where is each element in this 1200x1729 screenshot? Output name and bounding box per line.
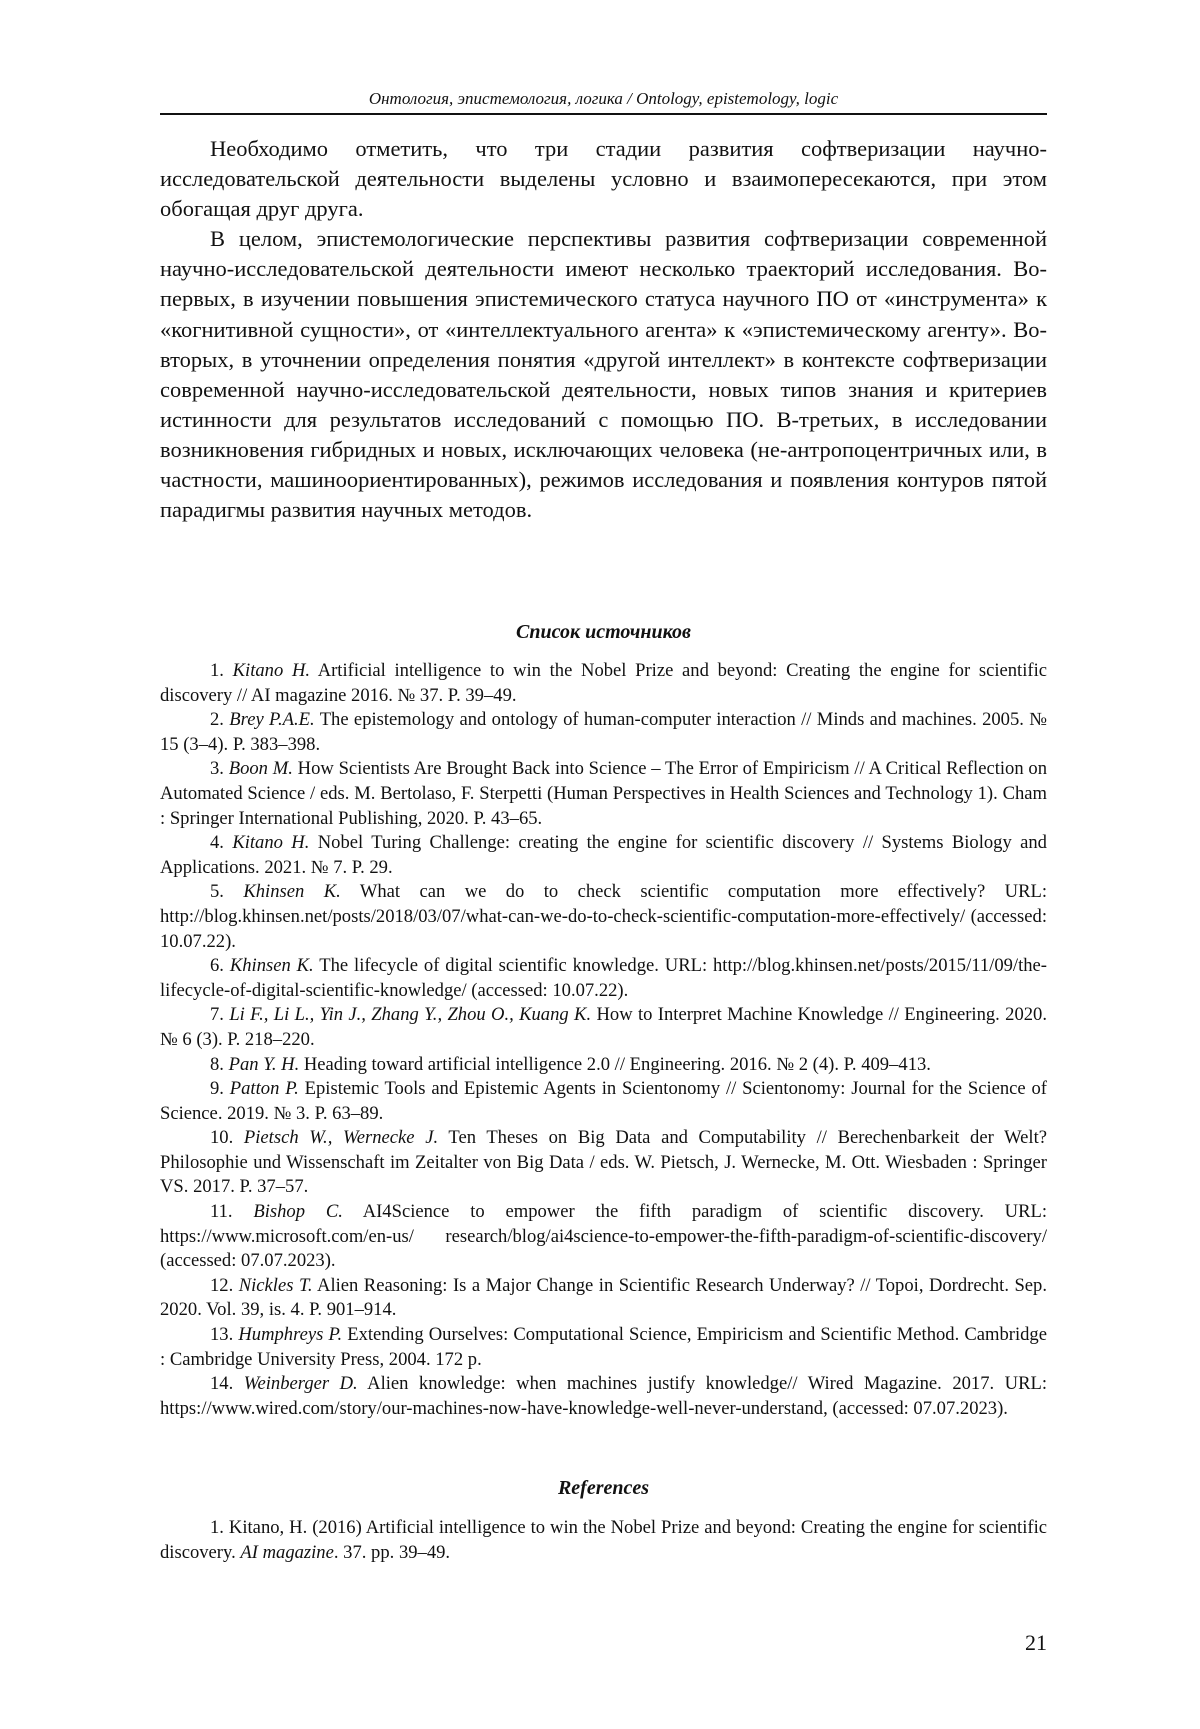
source-number: 3. — [210, 758, 224, 780]
source-number: 11. — [210, 1201, 233, 1223]
page-number: 21 — [1025, 1630, 1047, 1655]
source-item — [160, 1274, 1047, 1323]
source-author: Bishop C. — [253, 1201, 343, 1223]
source-text: How to Interpret Machine Knowledge // Engineering. 2020. № 6 (3). P. 218–220. — [160, 1004, 1047, 1050]
source-number: 12. — [210, 1274, 234, 1296]
source-author: Li F., Li L., Yin J., Zhang Y., Zhou O., Kuang K. — [229, 1004, 592, 1026]
source-item — [160, 954, 1047, 1003]
source-number: 7. — [210, 1004, 224, 1026]
source-number: 2. — [210, 709, 224, 731]
header-rule — [160, 113, 1047, 115]
reference-text: 1. Kitano, H. (2016) Artificial intelligence to win the Nobel Prize and beyond: Creating the engine for scientific discovery. — [160, 1517, 1047, 1563]
source-number: 13. — [210, 1324, 234, 1346]
source-author: Brey P.A.E. — [229, 709, 315, 731]
source-item — [160, 880, 1047, 954]
source-number: 1. — [210, 660, 224, 681]
source-text: The lifecycle of digital scientific knowledge. URL: http://blog.khinsen.net/posts/2015/11/09/the-lifecycle-of-digital-scientific-knowledge/ (accessed: 10.07.22). — [160, 955, 1047, 1001]
running-header: Онтология, эпистемология, логика / Ontology, epistemology, logic — [368, 89, 839, 108]
sources-heading: Список источников — [516, 621, 691, 643]
body-paragraph: Необходимо отметить, что три стадии развития софтверизации научно-исследовательской деятельности выделены условно и взаимопересекаются, при этом обогащая друг друга. — [160, 136, 1047, 222]
source-author: Boon M. — [228, 758, 293, 780]
references-list — [160, 1516, 1047, 1565]
source-author: Patton P. — [229, 1078, 299, 1100]
source-text: Alien Reasoning: Is a Major Change in Scientific Research Underway? // Topoi, Dordrecht. Sep. 2020. Vol. 39, is. 4. P. 901–914. — [160, 1274, 1047, 1321]
source-text: Nobel Turing Challenge: creating the engine for scientific discovery // Systems Biology and Applications. 2021. № 7. P. 29. — [160, 832, 1047, 878]
source-text: Ten Theses on Big Data and Computability // Berechenbarkeit der Welt? Philosophie und Wissenschaft im Zeitalter von Big Data / eds. W. Pietsch, J. Wernecke, M. Ott. Wiesbaden : Springer VS. 2017. P. 37–57. — [160, 1127, 1047, 1198]
reference-journal: AI magazine — [240, 1541, 334, 1563]
source-author: Weinberger D. — [243, 1373, 358, 1395]
source-item — [160, 1077, 1047, 1126]
source-number: 8. — [210, 1053, 224, 1075]
sources-list — [160, 659, 1047, 1421]
source-number: 14. — [210, 1373, 234, 1395]
source-author: Kitano H. — [232, 832, 310, 854]
source-text: Artificial intelligence to win the Nobel Prize and beyond: Creating the engine for scientific discovery // AI magazine 2016. № 37. P. 39–49. — [160, 660, 1047, 706]
references-heading: References — [557, 1477, 650, 1499]
source-text: Extending Ourselves: Computational Science, Empiricism and Scientific Method. Cambridge : Cambridge University Press, 2004. 172 p. — [160, 1324, 1047, 1370]
source-number: 4. — [210, 832, 224, 854]
source-number: 9. — [210, 1078, 224, 1100]
source-text: The epistemology and ontology of human-computer interaction // Minds and machines. 2005. № 15 (3–4). P. 383–398. — [160, 709, 1047, 755]
source-author: Pietsch W., Wernecke J. — [243, 1127, 439, 1149]
source-author: Kitano H. — [232, 660, 311, 681]
source-text: AI4Science to empower the fifth paradigm of scientific discovery. URL: https://www.microsoft.com/en-us/ research/blog/ai4science-to-empower-the-fifth-paradigm-of-scientific-discovery/ (accessed: 07.07.2023). — [160, 1201, 1048, 1272]
source-number: 6. — [210, 955, 224, 977]
source-item — [160, 1003, 1047, 1052]
source-item — [160, 1053, 1047, 1078]
source-text: What can we do to check scientific computation more effectively? URL: http://blog.khinsen.net/posts/2018/03/07/what-can-we-do-to-check-scientific-computation-more-effectively/ (accessed: 10.07.22). — [160, 881, 1048, 952]
source-number: 10. — [210, 1127, 234, 1149]
reference-item — [160, 1516, 1047, 1565]
source-author: Khinsen K. — [229, 955, 314, 977]
source-text: Epistemic Tools and Epistemic Agents in Scientonomy // Scientonomy: Journal for the Science of Science. 2019. № 3. P. 63–89. — [160, 1078, 1047, 1124]
source-author: Humphreys P. — [238, 1324, 343, 1346]
source-text: Heading toward artificial intelligence 2.0 // Engineering. 2016. № 2 (4). P. 409–413. — [303, 1053, 931, 1075]
source-text: How Scientists Are Brought Back into Science – The Error of Empiricism // A Critical Reflection on Automated Science / eds. M. Bertolaso, F. Sterpetti (Human Perspectives in Health Sciences and Technology 1). Cham : Springer International Publishing, 2020. P. 43–65. — [160, 758, 1047, 829]
source-item — [160, 757, 1047, 831]
source-number: 5. — [210, 881, 224, 903]
source-item — [160, 708, 1047, 757]
source-item — [160, 1372, 1047, 1421]
reference-tail: . 37. pp. 39–49. — [333, 1541, 451, 1563]
source-author: Khinsen K. — [243, 881, 341, 903]
source-item — [160, 1323, 1047, 1372]
source-text: Alien knowledge: when machines justify knowledge// Wired Magazine. 2017. URL: https://www.wired.com/story/our-machines-now-have-knowledge-well-never-understand, (accessed: 07.07.2023). — [160, 1373, 1047, 1419]
body-paragraph: В целом, эпистемологические перспективы развития софтверизации современной научно-исследовательской деятельности имеют несколько траекторий исследования. Во-первых, в изучении повышения эпистемического статуса научного ПО от «инструмента» к «когнитивной сущности», от «интеллектуального агента» к «эпистемическому агенту». Во-вторых, в уточнении определения понятия «другой интеллект» в контексте софтверизации современной научно-исследовательской деятельности, новых типов знания и критериев истинности для результатов исследований с помощью ПО. В-третьих, в исследовании возникновения гибридных и новых, исключающих человека (не-антропоцентричных или, в частности, машиноориентированных), режимов исследования и появления контуров пятой парадигмы развития научных методов. — [160, 226, 1047, 523]
body-text — [160, 134, 1047, 525]
source-author: Pan Y. H. — [228, 1053, 300, 1075]
source-item — [160, 659, 1047, 708]
source-item — [160, 1126, 1047, 1200]
source-item — [160, 1200, 1047, 1274]
source-item — [160, 831, 1047, 880]
source-author: Nickles T. — [238, 1274, 313, 1296]
